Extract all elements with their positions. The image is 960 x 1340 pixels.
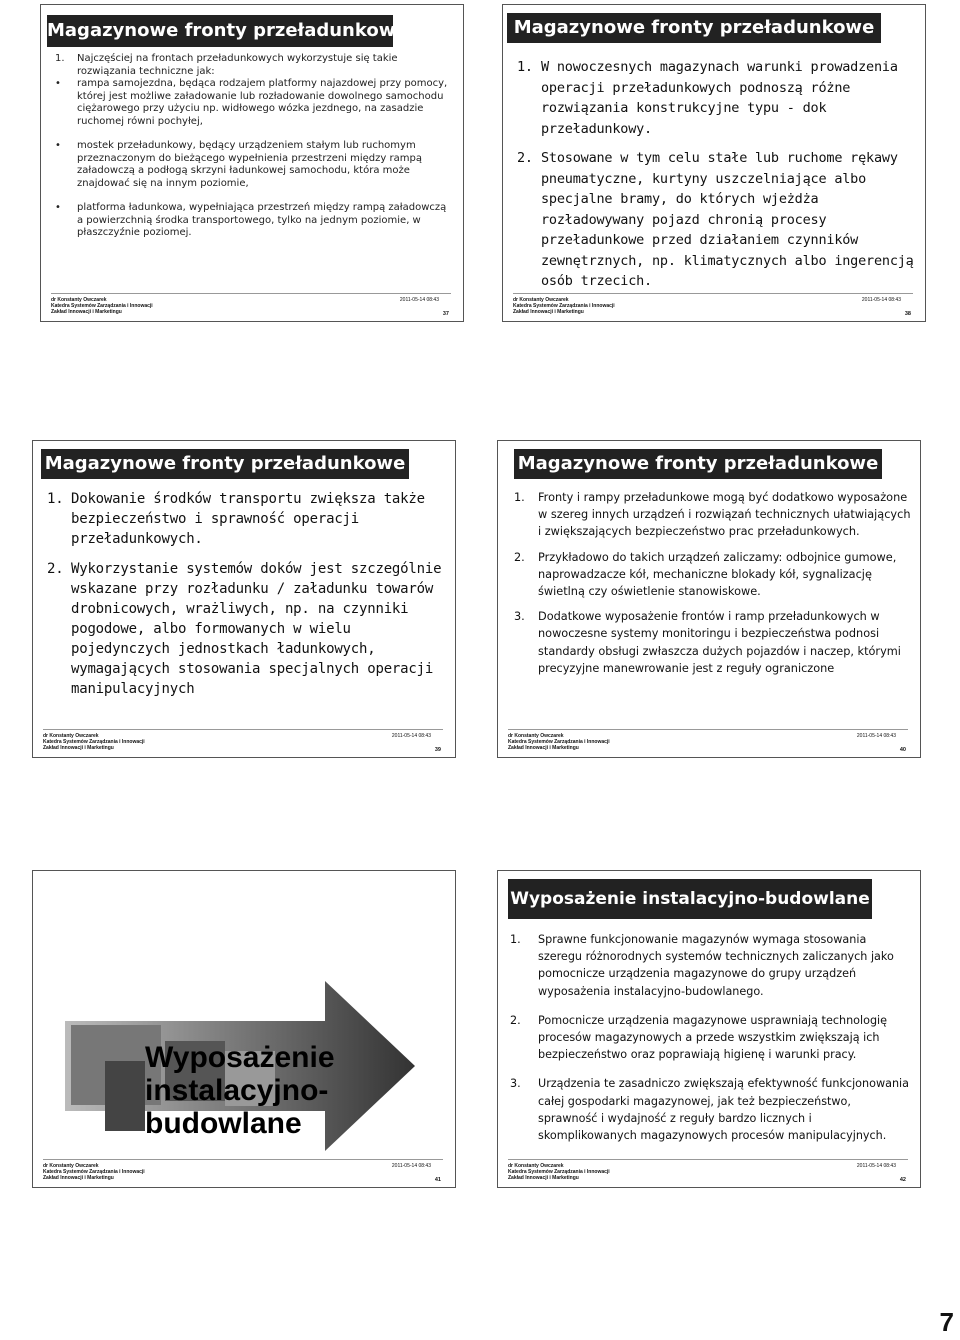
slide-page-number: 40 <box>899 747 906 753</box>
slide-footer <box>43 1161 443 1183</box>
slide-footer <box>51 295 451 317</box>
item-text: Najczęściej na frontach przeładunkowych wykorzystuje się takie rozwiązania techniczne jak: <box>77 53 398 77</box>
numbered-item <box>510 1075 912 1144</box>
slide-37 <box>40 4 464 322</box>
item-number: 1. <box>514 491 525 504</box>
bullet-icon: • <box>55 202 61 213</box>
footer-date: 2011-05-14 08:43 <box>856 733 896 739</box>
page-number: 7 <box>939 1307 954 1337</box>
slide-page-number: 37 <box>442 311 449 317</box>
item-text: Dodatkowe wyposażenie frontów i ramp przeładunkowych w nowoczesne systemy monitoringu i bezpieczeństwa podnosi standardy obsługi zwłaszcza dużych pojazdów i naczep, którymi precyzyjne manewrowanie jest z reguły ograniczone <box>538 610 901 675</box>
numbered-item <box>517 148 917 292</box>
numbered-item <box>517 57 917 139</box>
footer-date: 2011-05-14 08:43 <box>399 297 439 303</box>
bullet-item <box>55 140 455 190</box>
footer-unit: Zakład Innowacji i Marketingu <box>508 745 579 751</box>
item-text: Stosowane w tym celu stałe lub ruchome rękawy pneumatyczne, kurtyny uszczelniające albo specjalne bramy, do których wjeżdża rozładowywany pojazd chronią procesy przeładunkowe przed działaniem czynników zewnętrznych, np. klimatycznych albo ingerencją osób trzecich. <box>541 150 914 289</box>
numbered-item <box>514 608 912 677</box>
footer-author: dr Konstanty Owczarek <box>51 297 107 303</box>
item-number: 1. <box>47 491 64 507</box>
slide-footer <box>508 731 908 753</box>
bullet-icon: • <box>55 140 61 151</box>
item-number: 1. <box>517 59 533 75</box>
slide-footer <box>513 295 913 317</box>
item-text: Przykładowo do takich urządzeń zaliczamy: odbojnice gumowe, naprowadzacze kół, mechaniczne blokady kół, sygnalizację świetlną czy oświetlenie stanowiskowe. <box>538 550 897 599</box>
footer-author: dr Konstanty Owczarek <box>508 733 564 739</box>
footer-author: dr Konstanty Owczarek <box>43 733 99 739</box>
footer-author: dr Konstanty Owczarek <box>513 297 569 303</box>
footer-date: 2011-05-14 08:43 <box>861 297 901 303</box>
slide-title: Magazynowe fronty przeładunkowe <box>507 13 881 43</box>
slide-40 <box>497 440 921 758</box>
footer-unit: Zakład Innowacji i Marketingu <box>513 309 584 315</box>
numbered-item <box>47 489 447 549</box>
slide-page-number: 39 <box>434 747 441 753</box>
numbered-item <box>55 53 455 78</box>
bullet-text: rampa samojezdna, będąca rodzajem platformy najazdowej przy pomocy, której jest możliwe załadowanie lub rozładowanie dowolnego samochodu ciężarowego przy użyciu np. widłowego wózka jezdnego, na zasadzie ruchomej równi pochyłej, <box>77 78 448 127</box>
slide-page-number: 42 <box>899 1177 906 1183</box>
numbered-item <box>510 931 912 1000</box>
slide-title: Magazynowe fronty przeładunkowe <box>41 449 409 479</box>
image-title: Wyposażenie instalacyjno-budowlane <box>145 1041 335 1140</box>
footer-dept: Katedra Systemów Zarządzania i Innowacji <box>508 739 610 745</box>
slide-42 <box>497 870 921 1188</box>
footer-author: dr Konstanty Owczarek <box>508 1163 564 1169</box>
item-text: Sprawne funkcjonowanie magazynów wymaga stosowania szeregu różnorodnych systemów technicznych zaliczanych jako pomocnicze urządzenia magazynowe do grupy urządzeń wyposażenia instalacyjno-budowlanego. <box>538 933 894 998</box>
item-text: W nowoczesnych magazynach warunki prowadzenia operacji przeładunkowych podnoszą różne rozwiązania konstrukcyjne typu - dok przeładunkowy. <box>541 59 898 137</box>
footer-unit: Zakład Innowacji i Marketingu <box>43 745 114 751</box>
numbered-item <box>47 559 447 699</box>
item-text: Wykorzystanie systemów doków jest szczególnie wskazane przy rozładunku / załadunku towarów drobnicowych, wrażliwych, np. na czynniki pogodowe, albo formowanych w wielu pojedynczych jednostkach ładunkowych, wymagających stosowania specjalnych operacji manipulacyjnych <box>71 561 442 697</box>
slide-title: Magazynowe fronty przeładunkowe <box>514 449 882 479</box>
slide-title: Magazynowe fronty przeładunkowe <box>47 15 393 47</box>
item-text: Urządzenia te zasadniczo zwiększają efektywność funkcjonowania całej gospodarki magazynowej, jak też bezpieczeństwo, sprawność i wydajność z reguły bardzo licznych i skomplikowanych magazynowych procesów manipulacyjnych. <box>538 1077 910 1143</box>
numbered-item <box>514 549 912 601</box>
footer-date: 2011-05-14 08:43 <box>391 733 431 739</box>
footer-dept: Katedra Systemów Zarządzania i Innowacji <box>508 1169 610 1175</box>
item-text: Dokowanie środków transportu zwiększa także bezpieczeństwo i sprawność operacji przeładunkowych. <box>71 491 425 547</box>
footer-unit: Zakład Innowacji i Marketingu <box>51 309 122 315</box>
footer-dept: Katedra Systemów Zarządzania i Innowacji <box>51 303 153 309</box>
slide-page-number: 38 <box>904 311 911 317</box>
transport-collage-image <box>45 951 437 1161</box>
bullet-icon: • <box>55 78 61 89</box>
item-number: 3. <box>510 1077 521 1091</box>
footer-unit: Zakład Innowacji i Marketingu <box>508 1175 579 1181</box>
slide-body <box>47 489 447 699</box>
slide-title: Wyposażenie instalacyjno-budowlane <box>508 879 872 919</box>
item-text: Fronty i rampy przeładunkowe mogą być dodatkowo wyposażone w szereg innych urządzeń i rozwiązań technicznych ułatwiających i zwiększających bezpieczeństwo prac przeładunkowych. <box>538 491 911 539</box>
slide-body <box>55 53 455 240</box>
bullet-item <box>55 78 455 128</box>
slide-38 <box>502 4 926 322</box>
item-number: 3. <box>514 610 525 624</box>
slide-39 <box>32 440 456 758</box>
footer-author: dr Konstanty Owczarek <box>43 1163 99 1169</box>
item-text: Pomocnicze urządzenia magazynowe usprawniają technologię procesów magazynowych a przede wszystkim zwiększają ich bezpieczeństwo oraz poprawiają higienę i warunki pracy. <box>538 1013 888 1062</box>
item-number: 2. <box>47 561 64 577</box>
footer-dept: Katedra Systemów Zarządzania i Innowacji <box>513 303 615 309</box>
item-number: 1. <box>55 53 65 64</box>
numbered-item <box>514 489 912 541</box>
numbered-item <box>510 1012 912 1064</box>
bullet-text: platforma ładunkowa, wypełniająca przestrzeń między rampą załadowczą a powierzchnią środka transportowego, tylko na jednym poziomie, w płaszczyźnie poziomej. <box>77 202 447 238</box>
slide-41 <box>32 870 456 1188</box>
footer-date: 2011-05-14 08:43 <box>391 1163 431 1169</box>
slide-page-number: 41 <box>434 1177 441 1183</box>
footer-date: 2011-05-14 08:43 <box>856 1163 896 1169</box>
footer-dept: Katedra Systemów Zarządzania i Innowacji <box>43 739 145 745</box>
item-number: 2. <box>510 1013 521 1027</box>
item-number: 2. <box>514 550 525 564</box>
item-number: 1. <box>510 933 521 946</box>
slide-body <box>517 57 917 292</box>
bullet-text: mostek przeładunkowy, będący urządzeniem stałym lub ruchomym przeznaczonym do bieżącego wypełnienia przestrzeni między rampą załadowczą a podłogą skrzyni ładunkowej samochodu, która może znajdować się na innym poziomie, <box>77 140 422 189</box>
item-number: 2. <box>517 150 533 166</box>
footer-unit: Zakład Innowacji i Marketingu <box>43 1175 114 1181</box>
bullet-item <box>55 202 455 240</box>
slide-body <box>514 489 912 677</box>
slide-footer <box>43 731 443 753</box>
slide-footer <box>508 1161 908 1183</box>
slide-body <box>510 931 912 1144</box>
footer-dept: Katedra Systemów Zarządzania i Innowacji <box>43 1169 145 1175</box>
